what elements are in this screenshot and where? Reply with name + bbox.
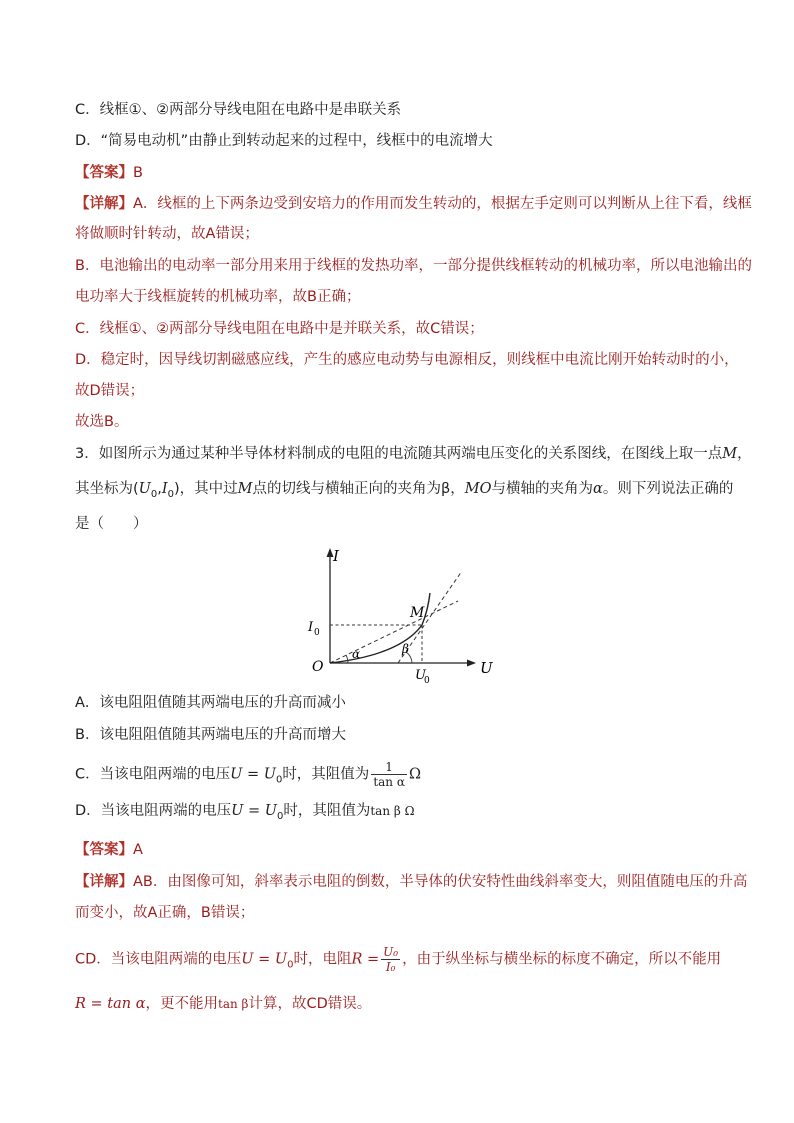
q3-var: U <box>138 481 151 497</box>
answer-value: B <box>133 165 143 181</box>
detail-1-d2: 故D错误； <box>75 383 145 399</box>
option-a: A．该电阻阻值随其两端电压的升高而减小 <box>75 695 346 711</box>
detail-2-cd <box>75 945 721 975</box>
q3-var-M: M <box>722 446 738 462</box>
answer-tag: 【答案】 <box>75 165 133 181</box>
detail-eq-R: R = <box>351 951 380 968</box>
detail-text: ，由于纵坐标与横坐标的标度不确定，所以不能用 <box>402 951 722 968</box>
q3-text: )，其中过 <box>174 481 238 497</box>
q3-text: , <box>157 481 162 497</box>
q3-var: I <box>161 481 168 497</box>
opt-d-sub: 0 <box>276 810 284 822</box>
q3-text: 。则下列说法正确的 <box>602 481 734 497</box>
label-M: M <box>410 605 425 621</box>
option-c <box>75 760 421 790</box>
detail-text: 计算，故CD错误。 <box>248 996 372 1012</box>
opt-c-unit: Ω <box>408 766 421 783</box>
q3-var-M: M <box>237 481 253 497</box>
opt-d-text: 时，其阻值为 <box>283 803 371 819</box>
detail-1-a1 <box>75 194 752 214</box>
detail-1-select: 故选B。 <box>75 414 129 430</box>
opt-d-eq: U = U <box>231 803 277 819</box>
detail-1-b2: 电功率大于线框旋转的机械功率，故B正确； <box>75 289 361 305</box>
q3-var-alpha: α <box>593 481 603 497</box>
detail-1-a2: 将做顺时针转动，故A错误； <box>75 226 259 242</box>
detail-tag: 【详解】 <box>75 196 133 212</box>
option-c-prev: C．线框①、②两部分导线电阻在电路中是串联关系 <box>75 102 402 118</box>
question-3-line1 <box>75 444 752 464</box>
opt-d-value: tan β Ω <box>370 804 415 818</box>
detail-tag: 【详解】 <box>75 874 133 890</box>
detail-tan: tan β <box>218 997 249 1011</box>
opt-c-eq: U = U <box>230 766 276 783</box>
detail-text: 时，电阻 <box>293 951 352 968</box>
detail-1-c: C．线框①、②两部分导线电阻在电路中是并联关系，故C错误； <box>75 321 484 337</box>
iu-curve <box>330 593 430 663</box>
mo-line <box>330 601 458 663</box>
detail-2-ab1 <box>75 872 747 892</box>
option-d-prev: D．“简易电动机”由静止到转动起来的过程中，线框中的电流增大 <box>75 133 493 149</box>
label-O: O <box>312 659 324 675</box>
label-beta: β <box>402 642 409 656</box>
label-I0: I <box>308 620 314 635</box>
q3-text: 点的切线与横轴正向的夹角为β， <box>252 481 465 497</box>
opt-c-sub: 0 <box>275 774 283 786</box>
answer-tag: 【答案】 <box>75 842 133 858</box>
label-U: U <box>480 659 493 677</box>
fraction-num: 1 <box>371 760 407 775</box>
q3-text: ， <box>737 446 752 462</box>
q3-var-MO: MO <box>464 481 492 497</box>
detail-eq: R = tan α <box>75 996 146 1012</box>
label-U0: U <box>415 668 426 683</box>
fraction-den: I₀ <box>385 960 396 974</box>
label-U0-sub: 0 <box>424 676 430 685</box>
detail-sub: 0 <box>287 959 294 971</box>
option-d <box>75 801 415 827</box>
q3-text: 其坐标为( <box>75 481 139 497</box>
detail-text: ，更不能用 <box>145 996 218 1012</box>
detail-eq: U = U <box>241 951 288 968</box>
question-3-line2 <box>75 479 733 505</box>
opt-d-text: D．当该电阻两端的电压 <box>75 803 232 819</box>
answer-1 <box>75 163 143 183</box>
q3-sub: 0 <box>150 488 158 500</box>
detail-fraction <box>381 945 400 974</box>
x-axis-arrow <box>467 660 476 667</box>
q3-sub: 0 <box>167 488 174 500</box>
opt-c-fraction <box>371 760 407 789</box>
q3-text: 3．如图所示为通过某种半导体材料制成的电阻的电流随其两端电压变化的关系图线，在图线上取一点 <box>75 446 723 462</box>
question-3-line3: 是（ ） <box>75 516 148 532</box>
detail-1-b1: B．电池输出的电动率一部分用来用于线框的发热功率，一部分提供线框转动的机械功率，所以电池输出的 <box>75 258 752 274</box>
opt-c-text: 时，其阻值为 <box>282 766 370 783</box>
answer-value: A <box>133 842 143 858</box>
detail-text: AB．由图像可知，斜率表示电阻的倒数，半导体的伏安特性曲线斜率变大，则阻值随电压的升高 <box>133 874 748 890</box>
detail-2-ab2: 而变小，故A正确，B错误； <box>75 905 255 921</box>
detail-text: A．线框的上下两条边受到安培力的作用而发生转动的，根据左手定则可以判断从上往下看，线框 <box>133 196 752 212</box>
alpha-arc <box>346 655 348 663</box>
label-I: I <box>333 547 339 565</box>
option-b: B．该电阻阻值随其两端电压的升高而增大 <box>75 727 346 743</box>
iu-graph <box>300 545 510 685</box>
fraction-num: U₀ <box>383 945 399 959</box>
opt-c-text: C．当该电阻两端的电压 <box>75 766 231 783</box>
fraction-den: tan α <box>373 775 405 789</box>
detail-text: CD．当该电阻两端的电压 <box>75 951 242 968</box>
answer-2 <box>75 840 143 860</box>
detail-1-d1: D．稳定时，因导线切割磁感应线，产生的感应电动势与电源相反，则线框中电流比刚开始转动时的小， <box>75 352 739 368</box>
label-I0-sub: 0 <box>314 628 320 638</box>
q3-text: 与横轴的夹角为 <box>491 481 594 497</box>
label-alpha: α <box>352 647 361 661</box>
detail-2-last <box>75 994 371 1014</box>
